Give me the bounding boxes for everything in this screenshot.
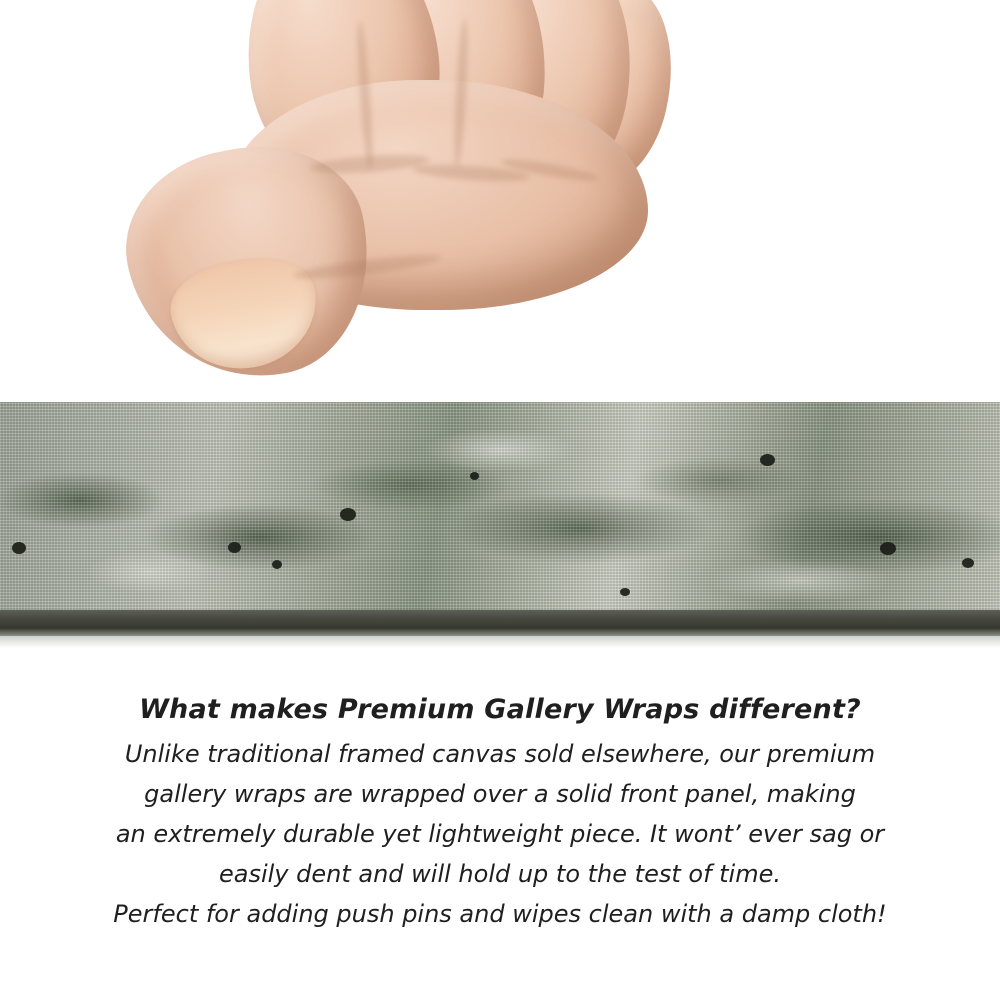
canvas-drop-shadow (0, 636, 1000, 648)
caption-line: an extremely durable yet lightweight piece. It wont’ ever sag or (115, 820, 885, 849)
paint-speck (620, 588, 630, 596)
paint-speck (470, 472, 479, 480)
caption-line: Unlike traditional framed canvas sold elsewhere, our premium (124, 740, 876, 768)
caption-body (0, 737, 1000, 931)
canvas-wrap-edge (0, 402, 1000, 620)
caption-line: easily dent and will hold up to the test of time. (218, 860, 781, 889)
caption-line: gallery wraps are wrapped over a solid front panel, making (144, 780, 856, 809)
paint-speck (760, 454, 775, 466)
caption-line: Perfect for adding push pins and wipes clean with a damp cloth! (113, 900, 887, 929)
paint-speck (272, 560, 282, 569)
hand-illustration (60, 0, 620, 430)
paint-speck (12, 542, 26, 554)
paint-speck (340, 508, 356, 521)
caption-heading: What makes Premium Gallery Wraps different? (139, 694, 861, 725)
paint-speck (228, 542, 241, 553)
paint-speck (880, 542, 896, 555)
canvas-bottom-edge (0, 610, 1000, 636)
caption-block (0, 694, 1000, 937)
paint-speck (962, 558, 974, 568)
canvas-weave-texture (0, 402, 1000, 620)
